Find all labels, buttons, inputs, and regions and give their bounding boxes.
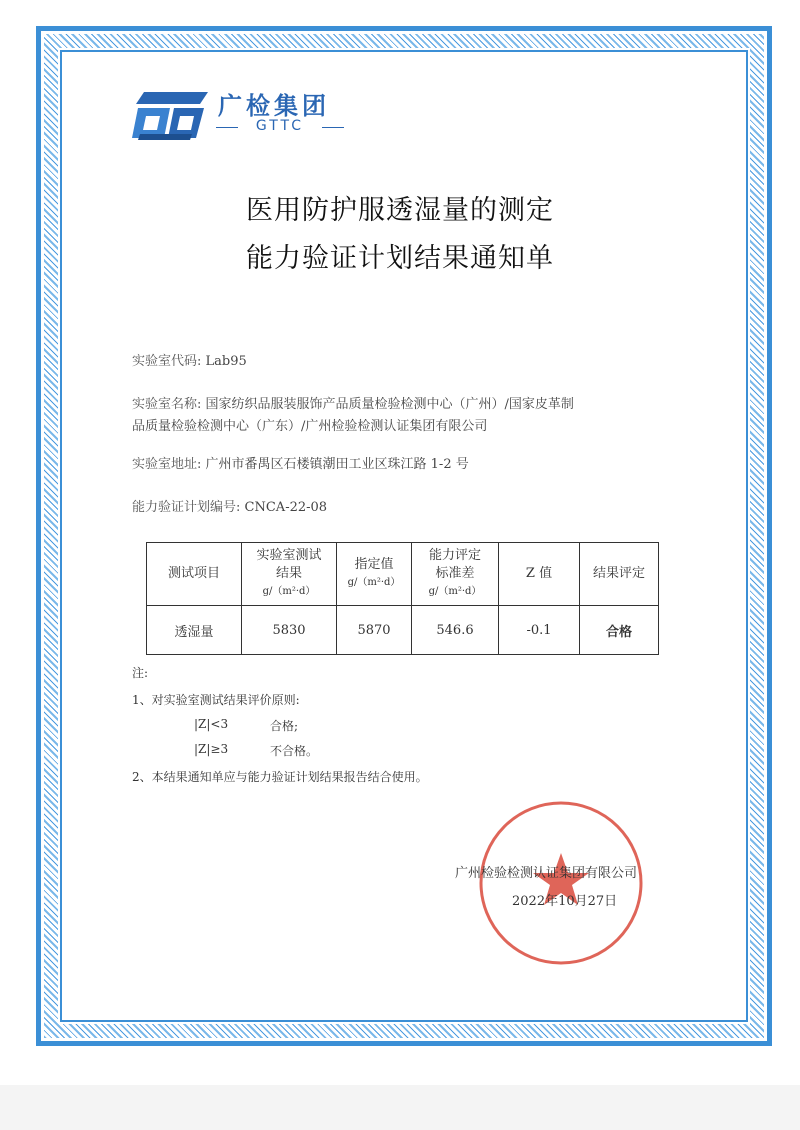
- lab-code: [132, 351, 247, 373]
- document-title-line1: 医用防护服透湿量的测定: [246, 195, 554, 226]
- plan-number-value: CNCA-22-08: [244, 500, 328, 515]
- criterion-fail-condition: |Z|≥3: [194, 742, 229, 756]
- header-evaluation: 结果评定: [580, 543, 659, 606]
- issue-date: 2022年10月27日: [512, 894, 618, 909]
- official-seal: [476, 798, 646, 968]
- lab-code-value: Lab95: [205, 354, 247, 369]
- criterion-fail-result: 不合格。: [270, 744, 319, 758]
- header-assigned-value: 指定值 g/（m²·d）: [337, 543, 412, 606]
- cell-assigned: 5870: [337, 606, 412, 655]
- document-title-line2: 能力验证计划结果通知单: [246, 243, 554, 274]
- notes-heading: 注:: [132, 666, 149, 680]
- lab-name: [132, 394, 574, 416]
- lab-address: [132, 454, 469, 476]
- note-1: 1、对实验室测试结果评价原则:: [132, 693, 300, 707]
- header-standard-deviation: 能力评定 标准差 g/（m²·d）: [412, 543, 499, 606]
- table-row: [147, 606, 659, 655]
- cell-result: 5830: [242, 606, 337, 655]
- results-table: [146, 542, 659, 655]
- gttc-logo-icon: [130, 90, 210, 140]
- lab-address-label: 实验室地址:: [132, 457, 202, 472]
- header-lab-result: 实验室测试 结果 g/（m²·d）: [242, 543, 337, 606]
- lab-name-value-line1: 国家纺织品服装服饰产品质量检验检测中心（广州）/国家皮革制: [205, 397, 574, 412]
- cell-evaluation: 合格: [580, 606, 659, 655]
- table-header-row: [147, 543, 659, 606]
- logo-name: 广检集团: [218, 92, 330, 120]
- decorative-border: [36, 26, 772, 1046]
- criterion-pass-result: 合格;: [270, 719, 299, 733]
- header-test-item: 测试项目: [147, 543, 242, 606]
- issuer-organization: 广州检验检测认证集团有限公司: [455, 866, 638, 881]
- gttc-logo: [130, 86, 360, 146]
- lab-name-continued: [132, 416, 487, 438]
- lab-code-label: 实验室代码:: [132, 354, 202, 369]
- criterion-pass-condition: |Z|<3: [194, 717, 229, 731]
- cell-sd: 546.6: [412, 606, 499, 655]
- header-z-score: Z 值: [499, 543, 580, 606]
- plan-number: [132, 497, 327, 519]
- note-2: 2、本结果通知单应与能力验证计划结果报告结合使用。: [132, 770, 428, 784]
- cell-item: 透湿量: [147, 606, 242, 655]
- logo-subtitle: GTTC: [212, 118, 348, 134]
- cell-z: -0.1: [499, 606, 580, 655]
- lab-address-value: 广州市番禺区石楼镇潮田工业区珠江路 1-2 号: [205, 457, 469, 472]
- plan-number-label: 能力验证计划编号:: [132, 500, 241, 515]
- lab-name-value-line2: 品质量检验检测中心（广东）/广州检验检测认证集团有限公司: [132, 419, 488, 434]
- lab-name-label: 实验室名称:: [132, 397, 202, 412]
